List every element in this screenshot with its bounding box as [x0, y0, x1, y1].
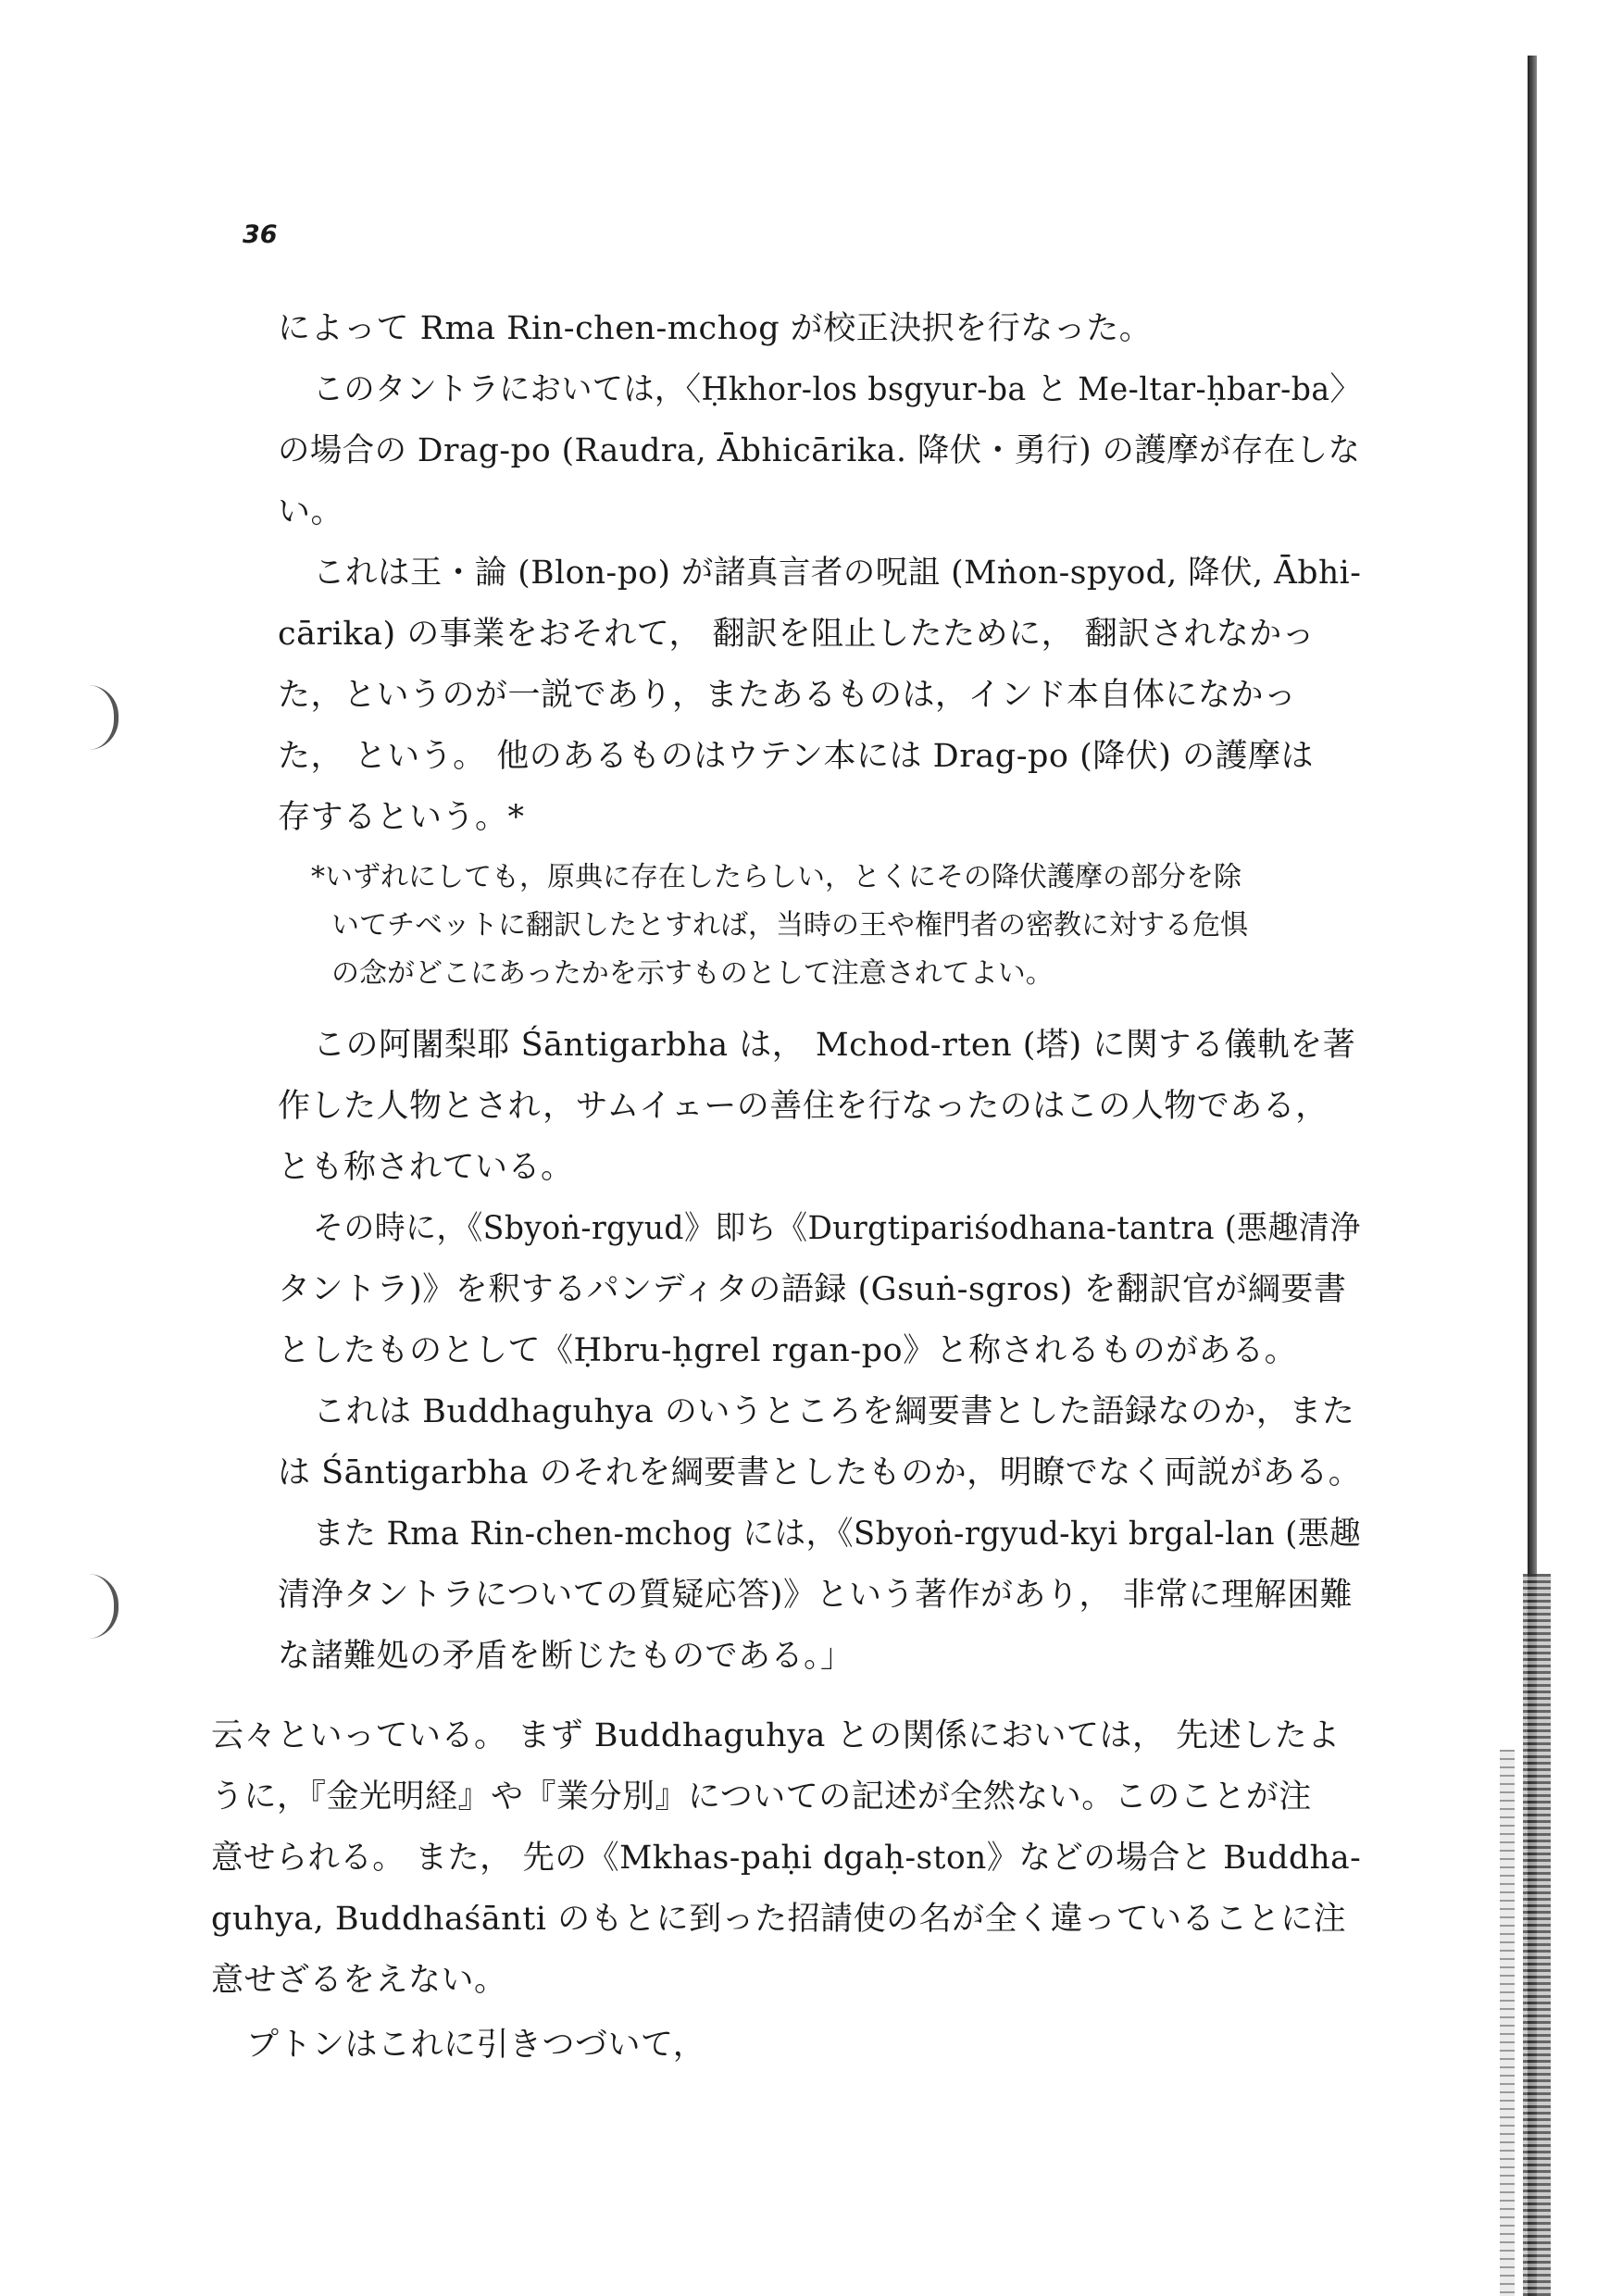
text-line: このタントラにおいては，〈Ḥkhor-los bsgyur-ba と Me-ltar-ḥbar-ba〉	[313, 371, 1362, 408]
text-line: としたものとして《Ḥbru-ḥgrel rgan-po》と称されるものがある。	[278, 1332, 1298, 1369]
page-number: 36	[243, 220, 278, 249]
text-line: この阿闍梨耶 Śāntigarbha は， Mchod-rten (塔) に関する儀軌を著	[313, 1027, 1356, 1064]
page-edge-speckle-secondary	[1500, 1750, 1515, 2296]
text-line: これは王・論 (Blon-po) が諸真言者の呪詛 (Mṅon-spyod, 降伏, Ābhi-	[313, 555, 1362, 592]
text-line: うに，『金光明経』や『業分別』についての記述が全然ない。このことが注	[211, 1778, 1312, 1816]
text-line: によって Rma Rin-chen-mchog が校正決択を行なった。	[278, 310, 1153, 347]
text-line: とも称されている。	[278, 1149, 574, 1186]
text-line: プトンはこれに引きつづいて，	[246, 2027, 706, 2064]
page-edge-speckle	[1523, 1574, 1551, 2296]
text-line: guhya, Buddhaśānti のもとに到った招請使の名が全く違っていることに注	[211, 1901, 1347, 1938]
text-line: 意せられる。 また， 先の《Mkhas-paḥi dgaḥ-ston》などの場合と Buddha-	[211, 1840, 1362, 1877]
text-line: は Śāntigarbha のそれを綱要書としたものか，明瞭でなく両説がある。	[278, 1454, 1362, 1491]
text-line: い。	[278, 493, 344, 530]
text-line: た，というのが一説であり，またあるものは，インド本自体になかっ	[278, 677, 1297, 714]
footnote-line: の念がどこにあったかを示すものとして注意されてよい。	[331, 957, 1054, 990]
text-line: た， という。 他のあるものはウテン本には Drag-po (降伏) の護摩は	[278, 738, 1315, 775]
text-line: cārika) の事業をおそれて， 翻訳を阻止したために， 翻訳されなかっ	[278, 616, 1316, 653]
text-line: また Rma Rin-chen-mchog には，《Sbyoṅ-rgyud-kyi brgal-lan (悪趣	[313, 1516, 1362, 1553]
binding-mark-upper	[88, 685, 119, 750]
text-line: 清浄タントラについての質疑応答)》という著作があり， 非常に理解困難	[278, 1577, 1354, 1614]
text-line: タントラ)》を釈するパンディタの語録 (Gsuṅ-sgros) を翻訳官が綱要書	[278, 1271, 1347, 1308]
binding-mark-lower	[88, 1574, 119, 1639]
footnote-line: *いずれにしても，原典に存在したらしい，とくにその降伏護摩の部分を除	[311, 861, 1241, 893]
text-line: その時に，《Sbyoṅ-rgyud》即ち《Durgtipariśodhana-tantra (悪趣清浄	[313, 1210, 1361, 1247]
text-line: 作した人物とされ，サムイェーの善住を行なったのはこの人物である，	[278, 1088, 1329, 1125]
text-line: 云々といっている。 まず Buddhaguhya との関係においては， 先述したよ	[211, 1717, 1341, 1754]
text-line: の場合の Drag-po (Raudra, Ābhicārika. 降伏・勇行) の護摩が存在しな	[278, 432, 1361, 469]
text-line: 存するという。*	[278, 799, 525, 836]
text-line: これは Buddhaguhya のいうところを綱要書とした語録なのか，また	[313, 1393, 1355, 1430]
text-line: 意せざるをえない。	[211, 1962, 507, 1999]
footnote-line: いてチベットに翻訳したとすれば，当時の王や権門者の密教に対する危惧	[331, 909, 1248, 942]
text-line: な諸難処の矛盾を断じたものである。」	[278, 1638, 854, 1675]
